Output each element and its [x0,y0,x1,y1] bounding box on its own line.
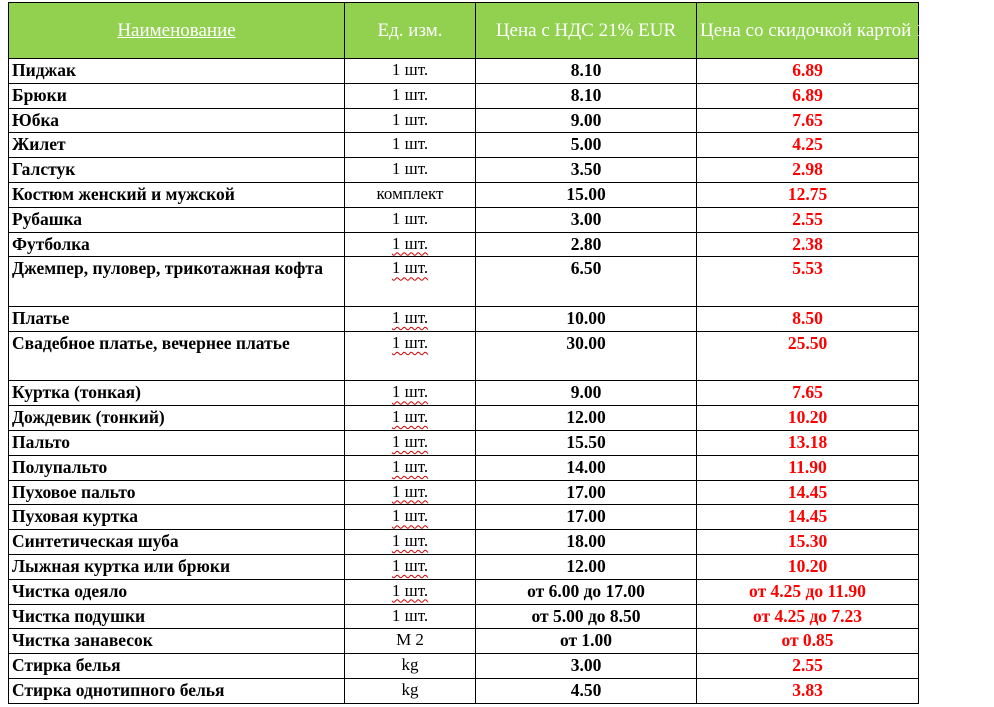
table-row [9,207,919,232]
item-name: Джемпер, пуловер, трикотажная кофта [9,257,345,307]
table-row [9,455,919,480]
item-vat-price: 15.00 [476,182,697,207]
item-discount-price: 10.20 [697,406,919,431]
item-name: Чистка подушки [9,604,345,629]
item-name: Костюм женский и мужской [9,182,345,207]
header-discount-price: Цена со скидочкой картой 15% EUR [697,3,919,59]
item-vat-price: 8.10 [476,59,697,84]
item-discount-price: 14.45 [697,480,919,505]
item-discount-price: 7.65 [697,108,919,133]
item-unit-text: 1 шт. [391,456,429,476]
item-discount-price: 5.53 [697,257,919,307]
item-unit [345,530,476,555]
item-discount-price: 3.83 [697,678,919,703]
item-discount-price: 2.98 [697,158,919,183]
item-unit [345,554,476,579]
item-unit [345,133,476,158]
item-discount-price: 10.20 [697,554,919,579]
item-vat-price: от 6.00 до 17.00 [476,579,697,604]
item-discount-price: 2.55 [697,207,919,232]
item-unit [345,331,476,381]
item-name: Юбка [9,108,345,133]
item-name: Стирка однотипного белья [9,678,345,703]
item-unit [345,108,476,133]
item-unit-text: 1 шт. [391,208,429,228]
item-unit-text: 1 шт. [391,332,429,352]
item-discount-price: 4.25 [697,133,919,158]
table-row [9,306,919,331]
item-unit [345,505,476,530]
item-name: Чистка занавесок [9,629,345,654]
table-row [9,554,919,579]
item-discount-price: 6.89 [697,83,919,108]
item-discount-price: 11.90 [697,455,919,480]
table-row [9,232,919,257]
table-row [9,331,919,381]
item-name: Полупальто [9,455,345,480]
item-name: Пуховая куртка [9,505,345,530]
item-name: Брюки [9,83,345,108]
item-discount-price: 25.50 [697,331,919,381]
table-row [9,133,919,158]
item-vat-price: 5.00 [476,133,697,158]
item-unit-text: 1 шт. [391,531,429,551]
item-unit [345,629,476,654]
item-name: Стирка белья [9,654,345,679]
table-row [9,108,919,133]
item-unit-text: 1 шт. [391,481,429,501]
item-vat-price: 17.00 [476,505,697,530]
table-row [9,83,919,108]
table-row [9,530,919,555]
item-unit-text: 1 шт. [391,109,429,129]
item-vat-price: 12.00 [476,554,697,579]
table-row [9,654,919,679]
item-discount-price: 2.38 [697,232,919,257]
item-discount-price: от 0.85 [697,629,919,654]
table-row [9,604,919,629]
item-unit-text: 1 шт. [391,382,429,402]
item-discount-price: 2.55 [697,654,919,679]
item-name: Галстук [9,158,345,183]
item-name: Пуховое пальто [9,480,345,505]
item-unit [345,430,476,455]
table-row [9,579,919,604]
price-table [8,2,994,704]
item-unit-text: 1 шт. [391,580,429,600]
item-unit-text: 1 шт. [391,555,429,575]
item-unit [345,604,476,629]
header-vat-price: Цена с НДС 21% EUR [476,3,697,59]
table-row [9,505,919,530]
item-vat-price: 12.00 [476,406,697,431]
item-name: Синтетическая шуба [9,530,345,555]
item-vat-price: 18.00 [476,530,697,555]
item-vat-price: 15.50 [476,430,697,455]
table-row [9,480,919,505]
item-name: Платье [9,306,345,331]
item-vat-price: 2.80 [476,232,697,257]
item-name: Жилет [9,133,345,158]
item-name: Дождевик (тонкий) [9,406,345,431]
item-unit [345,158,476,183]
item-unit-text: комплект [376,183,444,203]
item-unit-text: 1 шт. [391,605,429,625]
item-vat-price: от 1.00 [476,629,697,654]
item-name: Пальто [9,430,345,455]
item-unit-text: 1 шт. [391,506,429,526]
item-name: Чистка одеяло [9,579,345,604]
item-unit [345,182,476,207]
item-discount-price: 14.45 [697,505,919,530]
item-unit-text: 1 шт. [391,431,429,451]
item-unit-text: 1 шт. [391,159,429,179]
item-unit [345,207,476,232]
item-discount-price: 8.50 [697,306,919,331]
item-vat-price: 9.00 [476,108,697,133]
table-row [9,257,919,307]
table-row [9,182,919,207]
item-vat-price: 3.00 [476,654,697,679]
item-discount-price: 15.30 [697,530,919,555]
item-vat-price: 17.00 [476,480,697,505]
item-discount-price: 7.65 [697,381,919,406]
item-unit-text: 1 шт. [391,307,429,327]
item-vat-price: 4.50 [476,678,697,703]
item-discount-price: от 4.25 до 7.23 [697,604,919,629]
item-name: Пиджак [9,59,345,84]
item-unit [345,654,476,679]
item-unit [345,257,476,307]
item-unit-text: 1 шт. [391,84,429,104]
item-unit-text: 1 шт. [391,407,429,427]
item-name: Лыжная куртка или брюки [9,554,345,579]
item-unit [345,678,476,703]
item-unit [345,83,476,108]
item-vat-price: 14.00 [476,455,697,480]
table-row [9,406,919,431]
item-unit-text: 1 шт. [391,134,429,154]
item-unit-text: M 2 [396,630,424,650]
table-row [9,381,919,406]
header-row [9,3,919,59]
item-unit [345,480,476,505]
item-vat-price: 10.00 [476,306,697,331]
item-discount-price: 13.18 [697,430,919,455]
item-unit [345,306,476,331]
item-name: Футболка [9,232,345,257]
item-unit [345,579,476,604]
item-unit-text: kg [401,679,419,699]
item-name: Свадебное платье, вечернее платье [9,331,345,381]
item-vat-price: 8.10 [476,83,697,108]
item-name: Рубашка [9,207,345,232]
item-vat-price: 6.50 [476,257,697,307]
table-row [9,59,919,84]
table-row [9,430,919,455]
item-vat-price: от 5.00 до 8.50 [476,604,697,629]
item-discount-price: 6.89 [697,59,919,84]
item-unit-text: kg [401,655,419,675]
item-vat-price: 3.00 [476,207,697,232]
item-name: Куртка (тонкая) [9,381,345,406]
item-unit-text: 1 шт. [391,233,429,253]
table-row [9,678,919,703]
item-unit [345,59,476,84]
item-vat-price: 3.50 [476,158,697,183]
item-unit [345,232,476,257]
item-unit [345,381,476,406]
item-unit [345,455,476,480]
item-unit [345,406,476,431]
header-name: Наименование [9,3,345,59]
item-discount-price: от 4.25 до 11.90 [697,579,919,604]
header-unit: Ед. изм. [345,3,476,59]
item-discount-price: 12.75 [697,182,919,207]
table-row [9,629,919,654]
item-vat-price: 9.00 [476,381,697,406]
item-vat-price: 30.00 [476,331,697,381]
table-row [9,158,919,183]
item-unit-text: 1 шт. [391,60,429,79]
item-unit-text: 1 шт. [391,258,429,278]
